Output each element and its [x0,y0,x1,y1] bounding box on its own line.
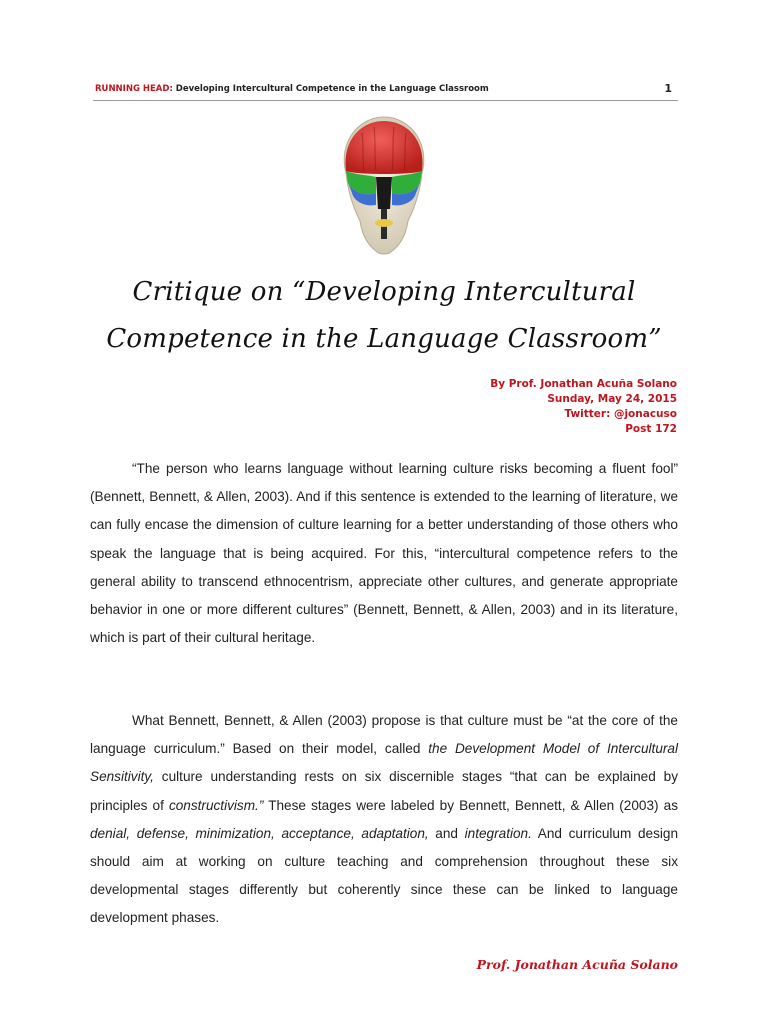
footer-author: Prof. Jonathan Acuña Solano [476,957,678,972]
document-title-line-1 [0,277,768,307]
running-head-title: Developing Intercultural Competence in the Language Classroom [172,84,489,94]
paragraph-1 [90,455,678,652]
byline-author: By Prof. Jonathan Acuña Solano [490,378,677,390]
p2-emphasis-integration: integration. [464,825,532,841]
byline-twitter: Twitter: @jonacuso [564,408,677,420]
running-head-label: RUNNING HEAD: [95,84,173,94]
title-main-1: Developing Intercultural [305,277,636,307]
title-prefix: Critique on “ [132,277,306,307]
p2-text-4: and [428,825,465,841]
p2-text-5: And curriculum design should aim at working on culture teaching and comprehension throughout these six developmental stages differently but coherently since these can be linked to language development phases. [90,825,679,926]
brain-skull-illustration [334,113,434,259]
p2-emphasis-model: the Development Model of Intercultural Sensitivity, [90,741,678,785]
paragraph-2 [90,707,678,933]
byline [490,377,677,437]
p2-text-2: culture understanding rests on six discernible stages “that can be explained by principles of [90,769,678,813]
page-number: 1 [664,82,672,95]
running-head-text [95,84,489,94]
p2-emphasis-stages: denial, defense, minimization, acceptance, adaptation, [90,825,429,841]
paragraph-1-text: “The person who learns language without learning culture risks becoming a fluent fool” (Bennett, Bennett, & Allen, 2003). And if this sentence is extended to the learning of literature, we can fully encase the dimension of culture learning for a better understanding of those others who speak the language that is being acquired. For this, “intercultural competence refers to the general ability to transcend ethnocentrism, appreciate other cultures, and generate appropriate behavior in one or more different cultures” (Bennett, Bennett, & Allen, 2003) and in its literature, which is part of their cultural heritage. [90,461,678,646]
byline-post: Post 172 [625,423,677,435]
byline-date: Sunday, May 24, 2015 [547,393,677,405]
running-header [93,80,678,101]
document-title-line-2: Competence in the Language Classroom” [106,324,662,354]
p2-emphasis-constructivism: constructivism.” [168,797,264,813]
p2-text-1: What Bennett, Bennett, & Allen (2003) propose is that culture must be “at the core of the language curriculum.” Based on their model, called [90,713,678,757]
p2-text-3: These stages were labeled by Bennett, Bennett, & Allen (2003) as [263,797,679,813]
